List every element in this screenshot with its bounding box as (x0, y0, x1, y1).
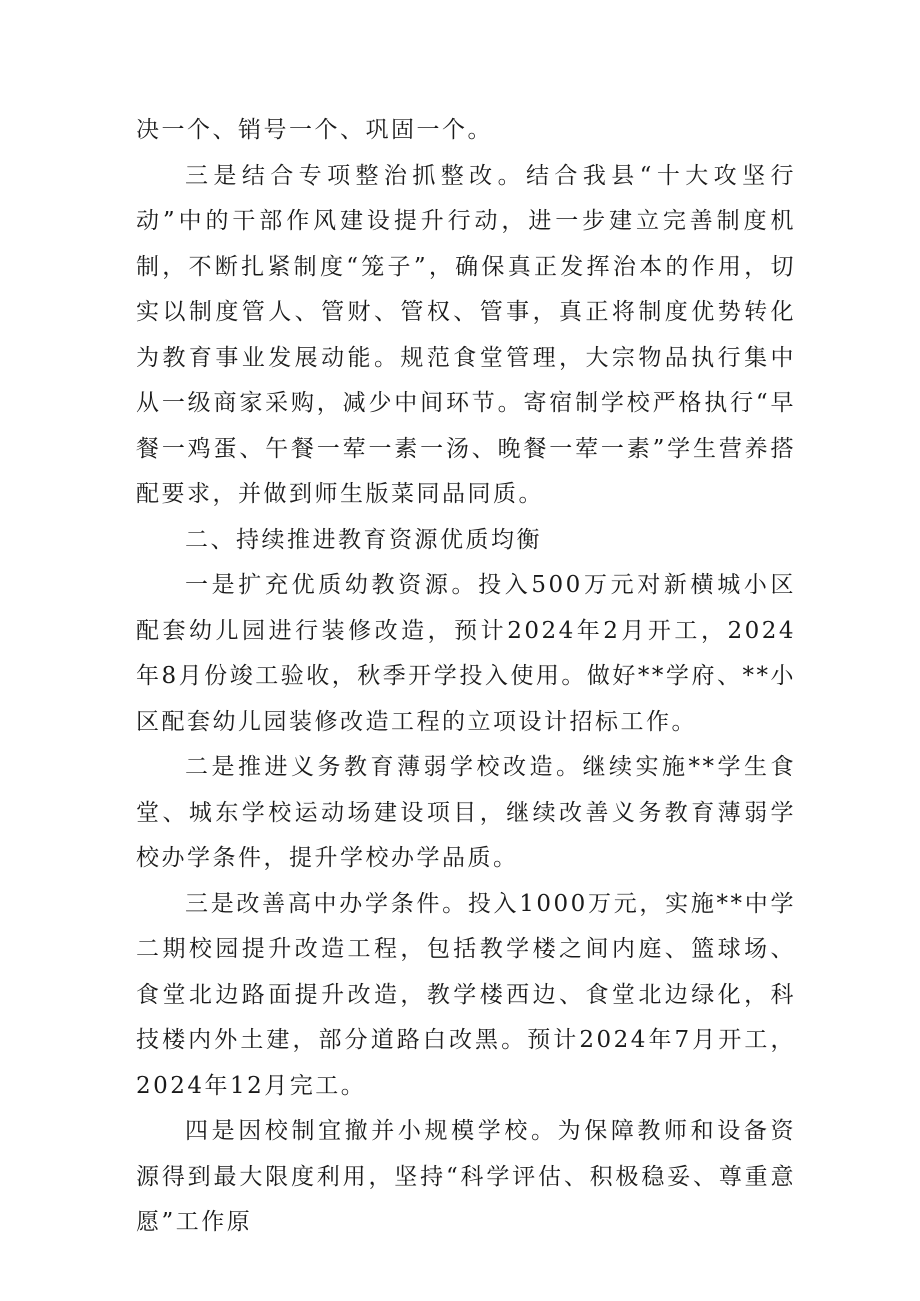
paragraph-rectification: 三是结合专项整治抓整改。结合我县“十大攻坚行动”中的干部作风建设提升行动，进一步建立完善制度机制，不断扎紧制度“笼子”，确保真正发挥治本的作用，切实以制度管人、管财、管权、管事，真正将制度优势转化为教育事业发展动能。规范食堂管理，大宗物品执行集中从一级商家采购，减少中间环节。寄宿制学校严格执行“早餐一鸡蛋、午餐一荤一素一汤、晚餐一荤一素”学生营养搭配要求，并做到师生版菜同品同质。 (136, 162, 796, 507)
paragraph-high-school: 三是改善高中办学条件。投入1000万元，实施**中学二期校园提升改造工程，包括教学楼之间内庭、篮球场、食堂北边路面提升改造，教学楼西边、食堂北边绿化，科技楼内外土建，部分道路白改黑。预计2024年7月开工，2024年12月完工。 (136, 890, 796, 1099)
paragraph-compulsory-education: 二是推进义务教育薄弱学校改造。继续实施**学生食堂、城东学校运动场建设项目，继续改善义务教育薄弱学校办学条件，提升学校办学品质。 (136, 754, 796, 871)
section-heading: 二、持续推进教育资源优质均衡 (185, 526, 542, 553)
paragraph-continuation: 决一个、销号一个、巩固一个。 (136, 117, 493, 143)
paragraph-preschool: 一是扩充优质幼教资源。投入500万元对新横城小区配套幼儿园进行装修改造，预计2024年2月开工，2024年8月份竣工验收，秋季开学投入使用。做好**学府、**小区配套幼儿园装修改造工程的立项设计招标工作。 (136, 572, 796, 735)
document-body (136, 108, 796, 1246)
paragraph-school-merger: 四是因校制宜撤并小规模学校。为保障教师和设备资源得到最大限度利用，坚持“科学评估、积极稳妥、尊重意愿”工作原 (136, 1118, 796, 1235)
